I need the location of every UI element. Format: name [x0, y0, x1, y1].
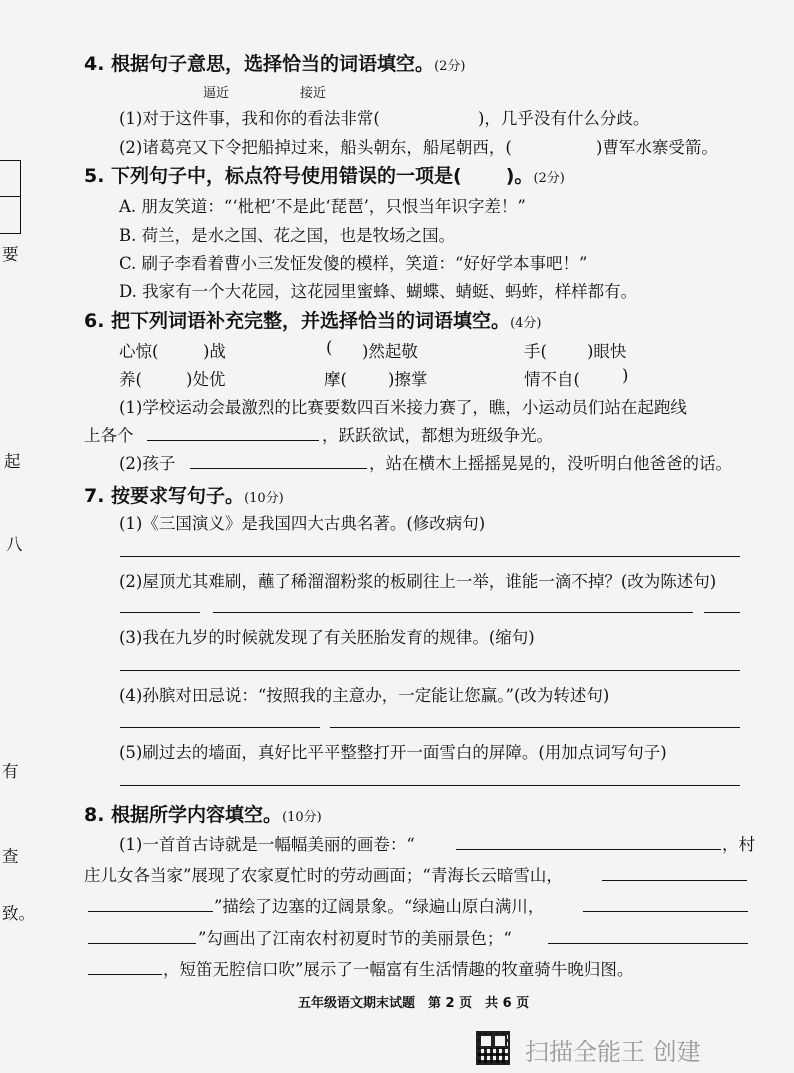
q6-idiom-4a: 养(	[119, 370, 142, 389]
q6-heading	[84, 306, 541, 333]
q7-item-2: (2)屋顶尤其难刷，蘸了稀溜溜粉浆的板刷往上一举，谁能一滴不掉？(改为陈述句)	[119, 572, 717, 591]
q8-line-5a: ，短笛无腔信口吹”展示了一幅富有生活情趣的牧童骑牛晚归图。	[163, 960, 634, 979]
q8-answer-line-5[interactable]	[88, 974, 162, 975]
q7-item-3: (3)我在九岁的时候就发现了有关胚胎发育的规律。(缩句)	[119, 628, 535, 647]
q7-title: 7. 按要求写句子。	[84, 485, 245, 507]
q5-title-end: )。	[505, 165, 534, 187]
page-footer: 五年级语文期末试题 第 2 页 共 6 页	[298, 996, 530, 1011]
q4-line-2b: )曹军水寨受箭。	[596, 138, 718, 157]
scanner-watermark: 扫描全能王 创建	[525, 1038, 701, 1066]
q6-title: 6. 把下列词语补充完整，并选择恰当的词语填空。	[84, 310, 511, 332]
q6-sentence-1b: 上各个	[84, 426, 134, 445]
q8-title: 8. 根据所学内容填空。	[84, 804, 283, 826]
margin-char-3: 八	[6, 535, 23, 554]
q4-title: 4. 根据句子意思，选择恰当的词语填空。	[84, 53, 435, 75]
q8-answer-line-1[interactable]	[456, 849, 721, 850]
q7-answer-line-2a[interactable]	[120, 612, 200, 613]
q8-answer-line-4b[interactable]	[548, 943, 748, 944]
q6-idiom-4b: )处优	[186, 370, 226, 389]
q6-idiom-1a: 心惊(	[119, 342, 159, 361]
q5-heading	[84, 161, 565, 188]
q8-line-4a: ”勾画出了江南农村初夏时节的美丽景色；“	[198, 929, 512, 948]
q7-answer-line-5[interactable]	[120, 785, 740, 786]
q7-answer-line-4a[interactable]	[120, 727, 320, 728]
margin-char-2: 起	[4, 452, 21, 471]
q5-option-c: C. 刷子李看着曹小三发怔发傻的模样，笑道：“好好学本事吧！”	[119, 254, 588, 273]
q7-answer-line-4b[interactable]	[330, 727, 740, 728]
q7-heading	[84, 481, 284, 508]
q6-sentence-1a: (1)学校运动会最激烈的比赛要数四百米接力赛了，瞧，小运动员们站在起跑线	[119, 398, 687, 417]
q4-score: (2分)	[434, 59, 466, 74]
q4-line-1a: (1)对于这件事，我和你的看法非常(	[119, 109, 380, 128]
q4-blank-1[interactable]	[402, 105, 478, 125]
q7-answer-line-3[interactable]	[120, 670, 740, 671]
q6-idiom-1b: )战	[203, 342, 226, 361]
q4-blank-2[interactable]	[530, 134, 596, 154]
q8-answer-line-3a[interactable]	[88, 911, 213, 912]
q6-idiom-2b: )然起敬	[362, 342, 418, 361]
q7-item-1: (1)《三国演义》是我国四大古典名著。(修改病句)	[119, 514, 486, 533]
q5-option-d: D. 我家有一个大花园，这花园里蜜蜂、蝴蝶、蜻蜓、蚂蚱，样样都有。	[119, 282, 638, 301]
q8-answer-line-4a[interactable]	[88, 943, 196, 944]
q6-answer-line-1[interactable]	[147, 440, 319, 441]
q6-idiom-6b: )	[622, 366, 629, 385]
q8-heading	[84, 800, 322, 827]
q6-sentence-2b: ，站在横木上摇摇晃晃的，没听明白他爸爸的话。	[369, 454, 732, 473]
q6-idiom-6a: 情不自(	[524, 370, 580, 389]
q7-answer-line-2c[interactable]	[704, 612, 740, 613]
qr-code-icon	[476, 1031, 510, 1065]
q4-line-2a: (2)诸葛亮又下令把船掉过来，船头朝东，船尾朝西，(	[119, 138, 512, 157]
q6-sentence-2a: (2)孩子	[119, 454, 176, 473]
margin-char-6: 致。	[2, 904, 35, 923]
q4-word-1: 逼近	[203, 86, 230, 101]
q8-line-2a: 庄儿女各当家”展现了农家夏忙时的劳动画面；“青海长云暗雪山，	[84, 866, 563, 885]
q6-idiom-3b: )眼快	[587, 342, 627, 361]
q6-idiom-2a: (	[326, 338, 333, 357]
margin-char-4: 有	[2, 762, 19, 781]
q7-item-4: (4)孙膑对田忌说：“按照我的主意办，一定能让您赢。”(改为转述句)	[119, 686, 610, 705]
q6-score: (4分)	[510, 316, 542, 331]
margin-char-1: 要	[2, 245, 19, 264]
q5-option-a: A. 朋友笑道：“‘枇杷’不是此‘琵琶’，只恨当年识字差！”	[119, 197, 526, 216]
q6-answer-line-2[interactable]	[190, 468, 367, 469]
margin-box-divider	[0, 196, 20, 197]
margin-char-5: 查	[2, 847, 19, 866]
q8-line-1b: ，村	[722, 835, 755, 854]
q4-line-1b: )，几乎没有什么分歧。	[478, 109, 650, 128]
q8-line-3a: ”描绘了边塞的辽阔景象。“绿遍山原白满川，	[214, 897, 545, 916]
q5-option-b: B. 荷兰，是水之国、花之国，也是牧场之国。	[119, 226, 456, 245]
q8-line-1a: (1)一首首古诗就是一幅幅美丽的画卷：“	[119, 835, 415, 854]
q8-answer-line-3b[interactable]	[583, 911, 748, 912]
q4-heading	[84, 49, 465, 76]
q6-idiom-5a: 摩(	[324, 370, 347, 389]
q7-item-5: (5)刷过去的墙面，真好比平平整整打开一面雪白的屏障。(用加点词写句子)	[119, 743, 667, 762]
q7-answer-line-1[interactable]	[120, 556, 740, 557]
q7-score: (10分)	[244, 491, 284, 506]
q8-score: (10分)	[282, 810, 322, 825]
q6-idiom-3a: 手(	[524, 342, 547, 361]
q4-word-2: 接近	[300, 86, 327, 101]
q6-idiom-5b: )擦掌	[388, 370, 428, 389]
q6-sentence-1c: ，跃跃欲试，都想为班级争光。	[322, 426, 553, 445]
q5-title: 5. 下列句子中，标点符号使用错误的一项是(	[84, 165, 462, 187]
q7-answer-line-2b[interactable]	[213, 612, 693, 613]
margin-box-fragment	[0, 160, 21, 234]
q5-score: (2分)	[533, 171, 565, 186]
q8-answer-line-2[interactable]	[602, 880, 747, 881]
